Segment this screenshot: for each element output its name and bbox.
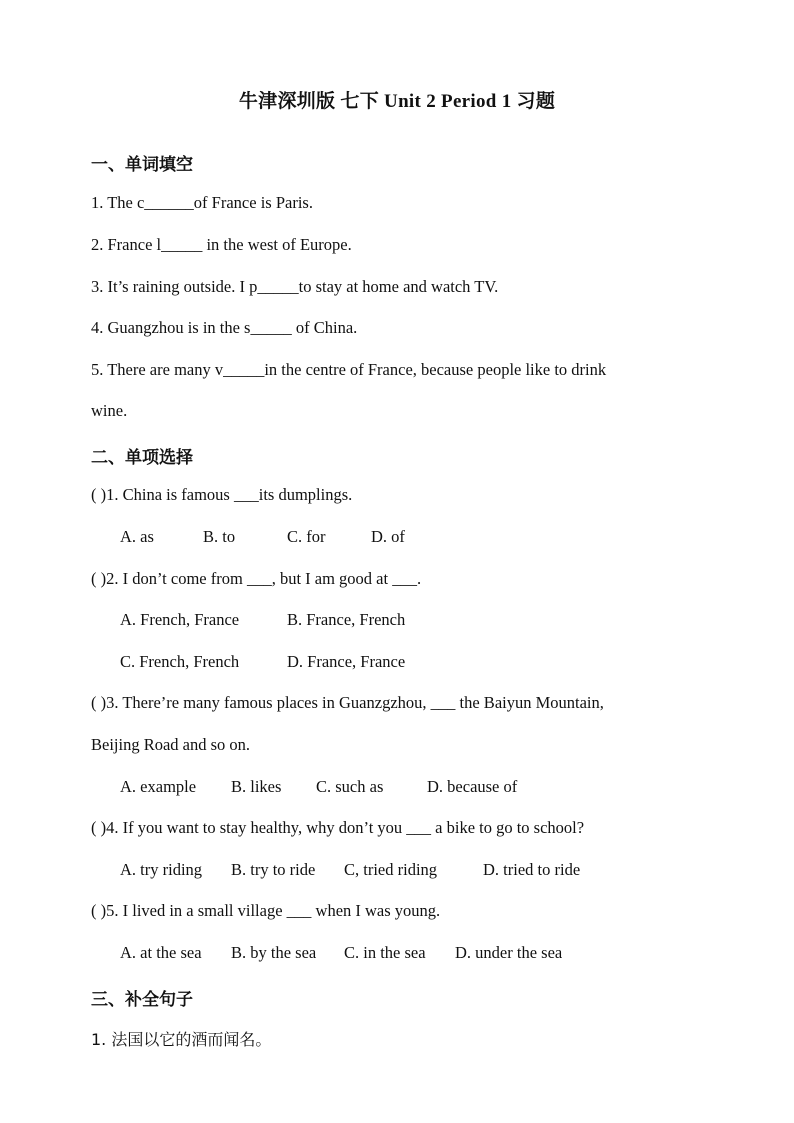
question-3-option-a: A. example <box>120 777 197 796</box>
question-4-stem: ( )4. If you want to stay healthy, why don’t you ___ a bike to go to school? <box>91 818 585 837</box>
question-3-option-b: B. likes <box>231 777 282 796</box>
question-4-option-b: B. try to ride <box>231 860 316 879</box>
question-5-option-d: D. under the sea <box>455 943 563 962</box>
question-2-option-b: B. France, French <box>287 610 406 629</box>
question-1-stem: ( )1. China is famous ___its dumplings. <box>91 485 353 504</box>
section-heading-multiple-choice: 二、单项选择 <box>91 448 193 468</box>
question-5-stem: ( )5. I lived in a small village ___ when I was young. <box>91 901 441 920</box>
question-2-option-c: C. French, French <box>120 652 240 671</box>
vocab-item-5-continued: wine. <box>91 401 128 420</box>
vocab-item-5: 5. There are many v_____in the centre of France, because people like to drink <box>91 360 607 379</box>
question-2-option-d: D. France, France <box>287 652 406 671</box>
question-3-option-d: D. because of <box>427 777 518 796</box>
vocab-item-2: 2. France l_____ in the west of Europe. <box>91 235 352 254</box>
question-3-option-c: C. such as <box>316 777 384 796</box>
question-1-option-a: A. as <box>120 527 154 546</box>
vocab-item-3: 3. It’s raining outside. I p_____to stay at home and watch TV. <box>91 277 499 296</box>
question-4-option-d: D. tried to ride <box>483 860 581 879</box>
vocab-item-4: 4. Guangzhou is in the s_____ of China. <box>91 318 358 337</box>
question-5-option-b: B. by the sea <box>231 943 317 962</box>
page-title: 牛津深圳版 七下 Unit 2 Period 1 习题 <box>238 91 556 112</box>
sentence-item-1: 1. 法国以它的酒而闻名。 <box>91 1030 272 1049</box>
question-4-option-a: A. try riding <box>120 860 203 879</box>
section-heading-complete-sentences: 三、补全句子 <box>91 990 193 1010</box>
question-1-option-b: B. to <box>203 527 236 546</box>
question-1-option-d: D. of <box>371 527 405 546</box>
question-3-stem: ( )3. There’re many famous places in Guanzgzhou, ___ the Baiyun Mountain, <box>91 693 604 712</box>
section-heading-vocabulary: 一、单词填空 <box>91 155 193 175</box>
question-2-option-a: A. French, France <box>120 610 240 629</box>
question-4-option-c: C, tried riding <box>344 860 438 879</box>
question-1-option-c: C. for <box>287 527 326 546</box>
question-3-stem-continued: Beijing Road and so on. <box>91 735 251 754</box>
question-5-option-a: A. at the sea <box>120 943 202 962</box>
question-5-option-c: C. in the sea <box>344 943 426 962</box>
vocab-item-1: 1. The c______of France is Paris. <box>91 193 313 212</box>
question-2-stem: ( )2. I don’t come from ___, but I am good at ___. <box>91 569 422 588</box>
